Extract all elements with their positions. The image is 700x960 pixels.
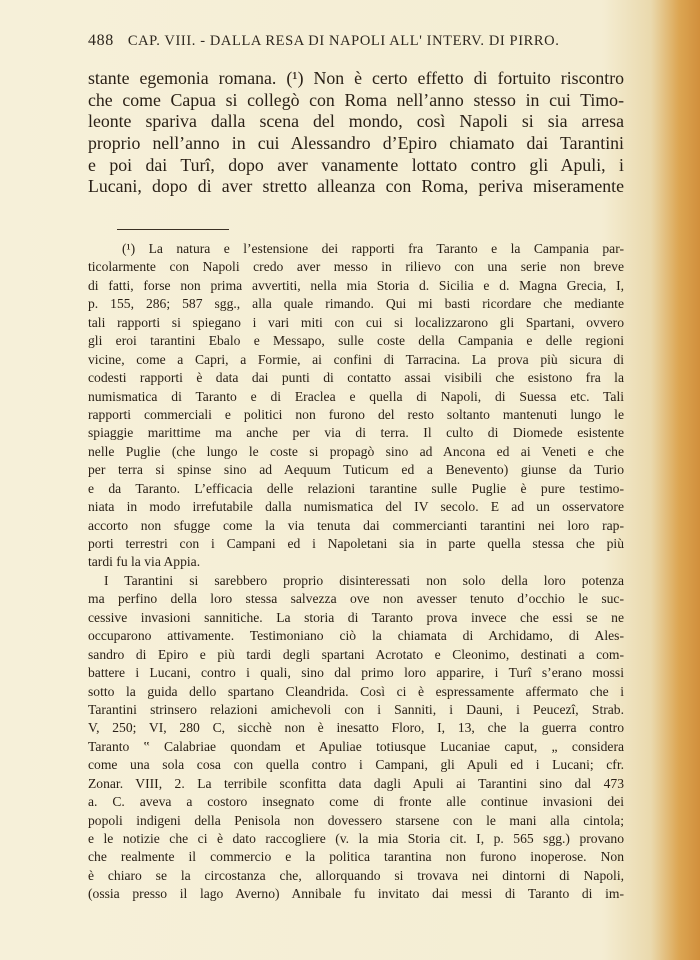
footnote-line: ticolarmente con Napoli credo aver messo in rilievo con una serie non breve [88,259,624,275]
footnote-line: V, 250; VI, 280 C, sicchè non è inesatto Floro, I, 13, che la guerra contro [88,720,624,736]
footnote-line: popoli indigeni della Penisola non dovessero starsene con le mani alla cintola; [88,812,624,828]
footnote-line: occuparono attivamente. Testimoniano ciò la chiamata di Archidamo, di Ales- [88,628,624,644]
footnote-line: numismatica di Taranto e di Eraclea e quella di Napoli, di Suessa etc. Tali [88,388,624,404]
footnote-line: (¹) La natura e l’estensione dei rapporti fra Taranto e la Campania par- [122,241,624,256]
footnote-rule [117,229,229,230]
text-line: che come Capua si collegò con Roma nell’anno stesso in cui Timo- [88,89,624,110]
text-line: Lucani, dopo di aver stretto alleanza con Roma, periva miseramente [88,176,624,197]
footnote-line: sandro di Epiro e più tardi degli spartani Acrotato e Cleonimo, destinati a com- [88,646,624,662]
footnote-line: di fatti, forse non prima avvertiti, nella mia Storia d. Sicilia e d. Magna Grecia, I, [88,277,624,293]
footnote-line: codesti rapporti è data dai punti di contatto assai visibili che esistono fra la [88,370,624,386]
footnote-line: tali rapporti si spiegano i vari miti con cui si localizzarono gli Spartani, ovvero [88,314,624,330]
footnote-line: vicine, come a Capri, a Formie, ai confini di Tarracina. La prova più sicura di [88,351,624,367]
text-line: leonte spariva dalla scena del mondo, così Napoli si sia arresa [88,111,624,132]
text-line: e poi dai Turî, dopo aver vanamente lottato contro gli Apuli, i [88,154,624,175]
footnote-line: sotto la guida dello spartano Cleandrida. Così ci è espressamente affermato che i [88,683,624,699]
footnote-line: come una sola cosa con quella contro i Campani, gli Apuli ed i Lucani; cfr. [88,757,624,773]
text-line: proprio nell’anno in cui Alessandro d’Epiro chiamato dai Tarantini [88,133,624,154]
footnote-text [88,240,624,904]
footnote-line: cessive invasioni sannitiche. La storia di Taranto prova invece che essi se ne [88,609,624,625]
footnote-line: Tarantini strinsero relazioni amichevoli con i Sanniti, i Dauni, i Peucezî, Strab. [88,701,624,717]
main-text [88,68,624,198]
footnote-line: e da Taranto. L’efficacia delle relazioni tarantine sulle Puglie è pure testimo- [88,480,624,496]
footnote-line: Zonar. VIII, 2. La terribile sconfitta data dagli Apuli ai Tarantini sino dal 473 [88,775,624,791]
footnote-line: e le notizie che ci è dato raccogliere (v. la mia Storia cit. I, p. 565 sgg.) provano [88,831,624,846]
footnote-line: ma perfino della loro stessa salvezza ove non avesser tenuto d’occhio le suc- [88,591,624,607]
text-line: stante egemonia romana. (¹) Non è certo effetto di fortuito riscontro [88,68,624,88]
footnote-line: (ossia presso il lago Averno) Annibale fu invitato dai messi di Taranto di im- [88,886,624,902]
footnote-line: rapporti commerciali e politici non furono del resto soltanto mantenuti lungo le [88,406,624,422]
footnote-line: spiaggie marittime ma anche per via di terra. Il culto di Diomede esistente [88,425,624,441]
footnote-line: battere i Lucani, contro i quali, sino dal primo loro apparire, i Turî s’erano mossi [88,665,624,681]
footnote-line: niata in modo irrefutabile dalla numismatica del IV secolo. E ad un osservatore [88,499,624,515]
running-header [88,32,648,50]
footnote-line: a. C. aveva a costoro insegnato come di fronte alle continue invasioni dei [88,794,624,810]
footnote-line: tardi fu la via Appia. [88,554,201,570]
footnote-line: gli eroi tarantini Ebalo e Messapo, sulle coste della Campania e delle regioni [88,333,624,349]
footnote-line: nelle Puglie (che lungo le coste si propagò sino ad Ancona ed ai Veneti e che [88,443,624,459]
footnote-line: è chiaro se la circostanza che, allorquando si trovava nei dintorni di Napoli, [88,867,624,883]
footnote-line: p. 155, 286; 587 sgg., alla quale rimando. Qui mi basti ricordare che mediante [88,296,624,312]
footnote-line: porti terrestri con i Campani ed i Napoletani sia in parte quella stessa che più [88,536,624,551]
running-title: CAP. VIII. - DALLA RESA DI NAPOLI ALL' INTERV. DI PIRRO. [127,33,560,49]
footnote-line: I Tarantini si sarebbero proprio disinteressati non solo della loro potenza [104,572,624,588]
footnote-line: per terra si spinse sino ad Aequum Tuticum ed a Benevento) giunse da Turio [88,462,624,478]
footnote-line: accorto non sfugge come la via tenuta dai commercianti tarantini nei loro rap- [88,517,624,533]
footnote-line: che realmente il commercio e la politica tarantina non furono inoperose. Non [88,849,624,865]
page-number: 488 [88,32,114,49]
footnote-line: Taranto ‟ Calabriae quondam et Apuliae totiusque Lucaniae caput, „ considera [88,738,624,754]
